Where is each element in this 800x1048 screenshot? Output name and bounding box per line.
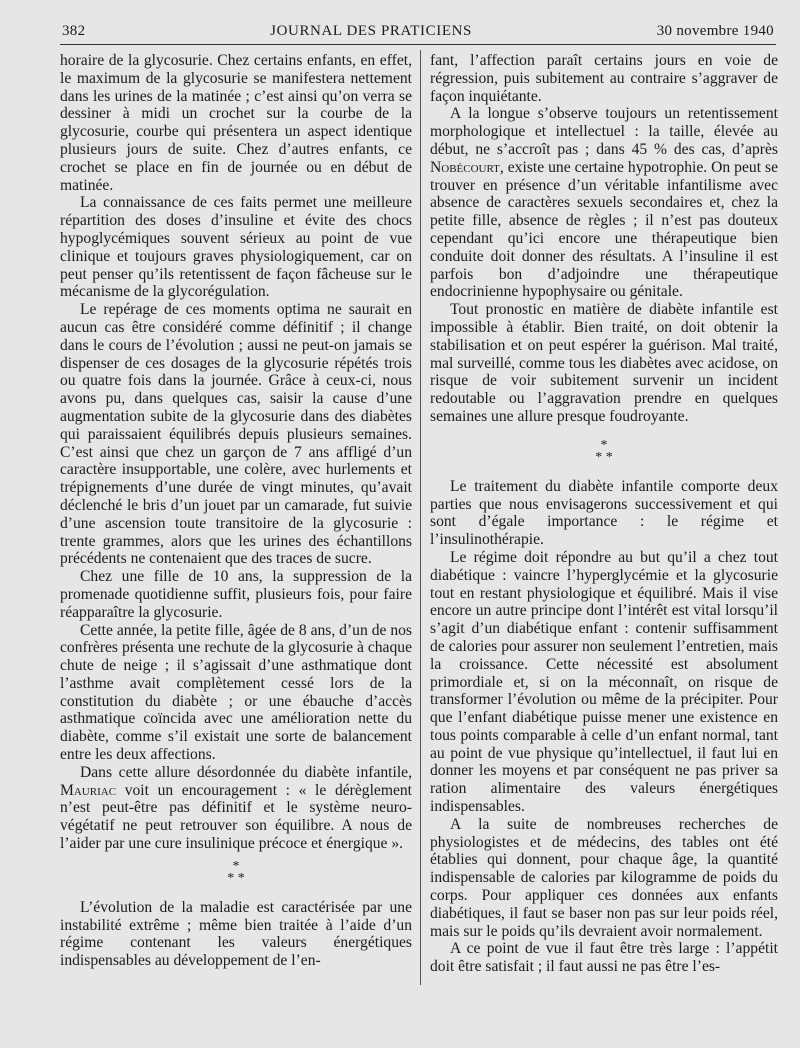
paragraph: Le traitement du diabète infantile comporte deux parties que nous envisagerons successivement et qui sont d’égale importance : le régime et l’insulinothérapie. <box>430 477 778 549</box>
paragraph: Le repérage de ces moments optima ne saurait en aucun cas être considéré comme définitif ; il change dans le cours de l’évolution ; aussi ne peut-on jamais se dispenser de ces dosages de la glycosurie répétés trois ou quatre fois dans la journée. Grâce à ceux-ci, nous avons pu, dans quelques cas, saisir la cause d’une augmentation subite de la glycosurie dans des diabètes qui paraissaient équilibrés depuis plusieurs semaines. C’est ainsi que chez un garçon de 7 ans affligé d’un caractère insupportable, une colère, avec hurlements et trépignements d’une durée de vingt minutes, qu’avait déclenché le bris d’un jouet par un camarade, fut suivie d’une ascension toute transitoire de la glycosurie : trente grammes, alors que les urines des échantillons précédents ne contenaient que des traces de sucre. <box>60 301 412 568</box>
paragraph <box>60 764 412 853</box>
section-asterism <box>60 858 412 886</box>
paragraph: Tout pronostic en matière de diabète infantile est impossible à établir. Bien traité, on doit obtenir la stabilisation et on peut espérer la guérison. Mal traité, mal surveillé, comme tous les diabètes avec acidose, on risque de voir subitement survenir un incident redoutable ou l’aggravation prendre en quelques semaines une allure presque foudroyante. <box>430 301 778 425</box>
section-asterism <box>430 437 778 465</box>
paragraph: La connaissance de ces faits permet une meilleure répartition des doses d’insuline et évite des chocs hypoglycémiques souvent sérieux au point de vue clinique et toujours graves physiologiquement, car on peut penser qu’ils retentissent de façon fâcheuse sur le mécanisme de la glycorégulation. <box>60 194 412 301</box>
paragraph: horaire de la glycosurie. Chez certains enfants, en effet, le maximum de la glycosurie se manifestera nettement dans les urines de la matinée ; c’est ainsi qu’on verra se dessiner à midi un crochet sur la courbe de la glycosurie, courbe qui présentera un aspect identique plusieurs jours de suite. Chez d’autres enfants, ce crochet se place en fin de journée ou en début de matinée. <box>60 52 412 194</box>
asterism-bottom: * * <box>227 870 245 886</box>
paragraph: A la suite de nombreuses recherches de physiologistes et de médecins, des tables ont été établies qui donnent, pour chaque âge, la quantité indispensable de calories par kilogramme de poids du corps. Pour appliquer ces données aux enfants diabétiques, il faut se baser non pas sur leur poids réel, mais sur le poids qu’ils devraient avoir normalement. <box>430 815 778 940</box>
asterism-top: * <box>232 858 240 874</box>
paragraph: A ce point de vue il faut être très large : l’appétit doit être satisfait ; il faut aussi ne pas être l’es- <box>430 940 778 976</box>
author-name: Nobécourt <box>430 158 500 176</box>
paragraph-text: A la longue s’observe toujours un retentissement morphologique et intellectuel : la taille, élevée au début, ne s’accroît pas ; dans 45 % des cas, d’après <box>430 105 778 158</box>
right-column <box>430 52 778 976</box>
paragraph: Chez une fille de 10 ans, la suppression de la promenade quotidienne suffit, plusieurs fois, pour faire réapparaître la glycosurie. <box>60 568 412 621</box>
column-separator <box>420 50 421 985</box>
paragraph: fant, l’affection paraît certains jours en voie de régression, puis subitement au contraire s’aggraver de façon inquiétante. <box>430 52 778 105</box>
paragraph-text: voit un encouragement : « le dérèglement n’est peut-être pas définitif et le système neuro-végétatif ne peut retrouver son équilibre. A nous de l’aider par une cure insulinique précoce et énergique ». <box>60 781 413 853</box>
asterism-bottom: * * <box>595 449 613 465</box>
asterism-top: * <box>600 437 608 453</box>
running-header <box>62 18 774 44</box>
paragraph: Cette année, la petite fille, âgée de 8 ans, d’un de nos confrères présenta une rechute de la glycosurie à chaque chute de neige ; il s’agissait d’une asthmatique dont l’asthme avait complètement cessé lors de la constitution du diabète ; or une ébauche d’accès asthmatique coïncida avec une amélioration nette du diabète, comme s’il existait une sorte de balancement entre les deux affections. <box>60 621 412 764</box>
header-rule <box>60 44 776 45</box>
paragraph: L’évolution de la maladie est caractérisée par une instabilité extrême ; même bien traitée à l’aide d’un régime contenant les valeurs énergétiques indispensables au développement de l’en- <box>60 898 412 970</box>
paragraph: Le régime doit répondre au but qu’il a chez tout diabétique : vaincre l’hyperglycémie et la glycosurie tout en restant physiologique et équilibré. Mais il vise encore un autre principe dont l’intérêt est vital lorsqu’il s’agit d’un diabétique enfant : contenir suffisamment de calories pour assurer non seulement l’entretien, mais la croissance. Cette nécessité est absolument primordiale et, si on la méconnaît, on risque de transformer l’évolution ou même de la précipiter. Pour que l’enfant diabétique puisse mener une existence en tous points comparable à celle d’un enfant normal, tant au point de vue physique qu’intellectuel, il faut lui en donner les moyens et par conséquent ne pas priver sa ration alimentaire des valeurs énergétiques indispensables. <box>430 548 778 816</box>
page-number: 382 <box>62 22 86 39</box>
author-name: Mauriac <box>60 781 117 799</box>
issue-date: 30 novembre 1940 <box>656 22 774 39</box>
left-column <box>60 52 412 970</box>
journal-title: JOURNAL DES PRATICIENS <box>270 22 472 39</box>
paragraph-text: , existe une certaine hypotrophie. On peut se trouver en présence d’un véritable infantilisme avec absence de caractères sexuels secondaires et, chez la petite fille, absence de règles ; il n’est pas douteux cependant qu’ici encore une thérapeutique bien conduite doit donner des résultats. A l’insuline il est parfois bon d’adjoindre une thérapeutique endocrinienne hypophysaire ou génitale. <box>430 158 778 301</box>
paragraph <box>430 105 778 301</box>
paragraph-text: Dans cette allure désordonnée du diabète infantile, <box>80 763 412 781</box>
